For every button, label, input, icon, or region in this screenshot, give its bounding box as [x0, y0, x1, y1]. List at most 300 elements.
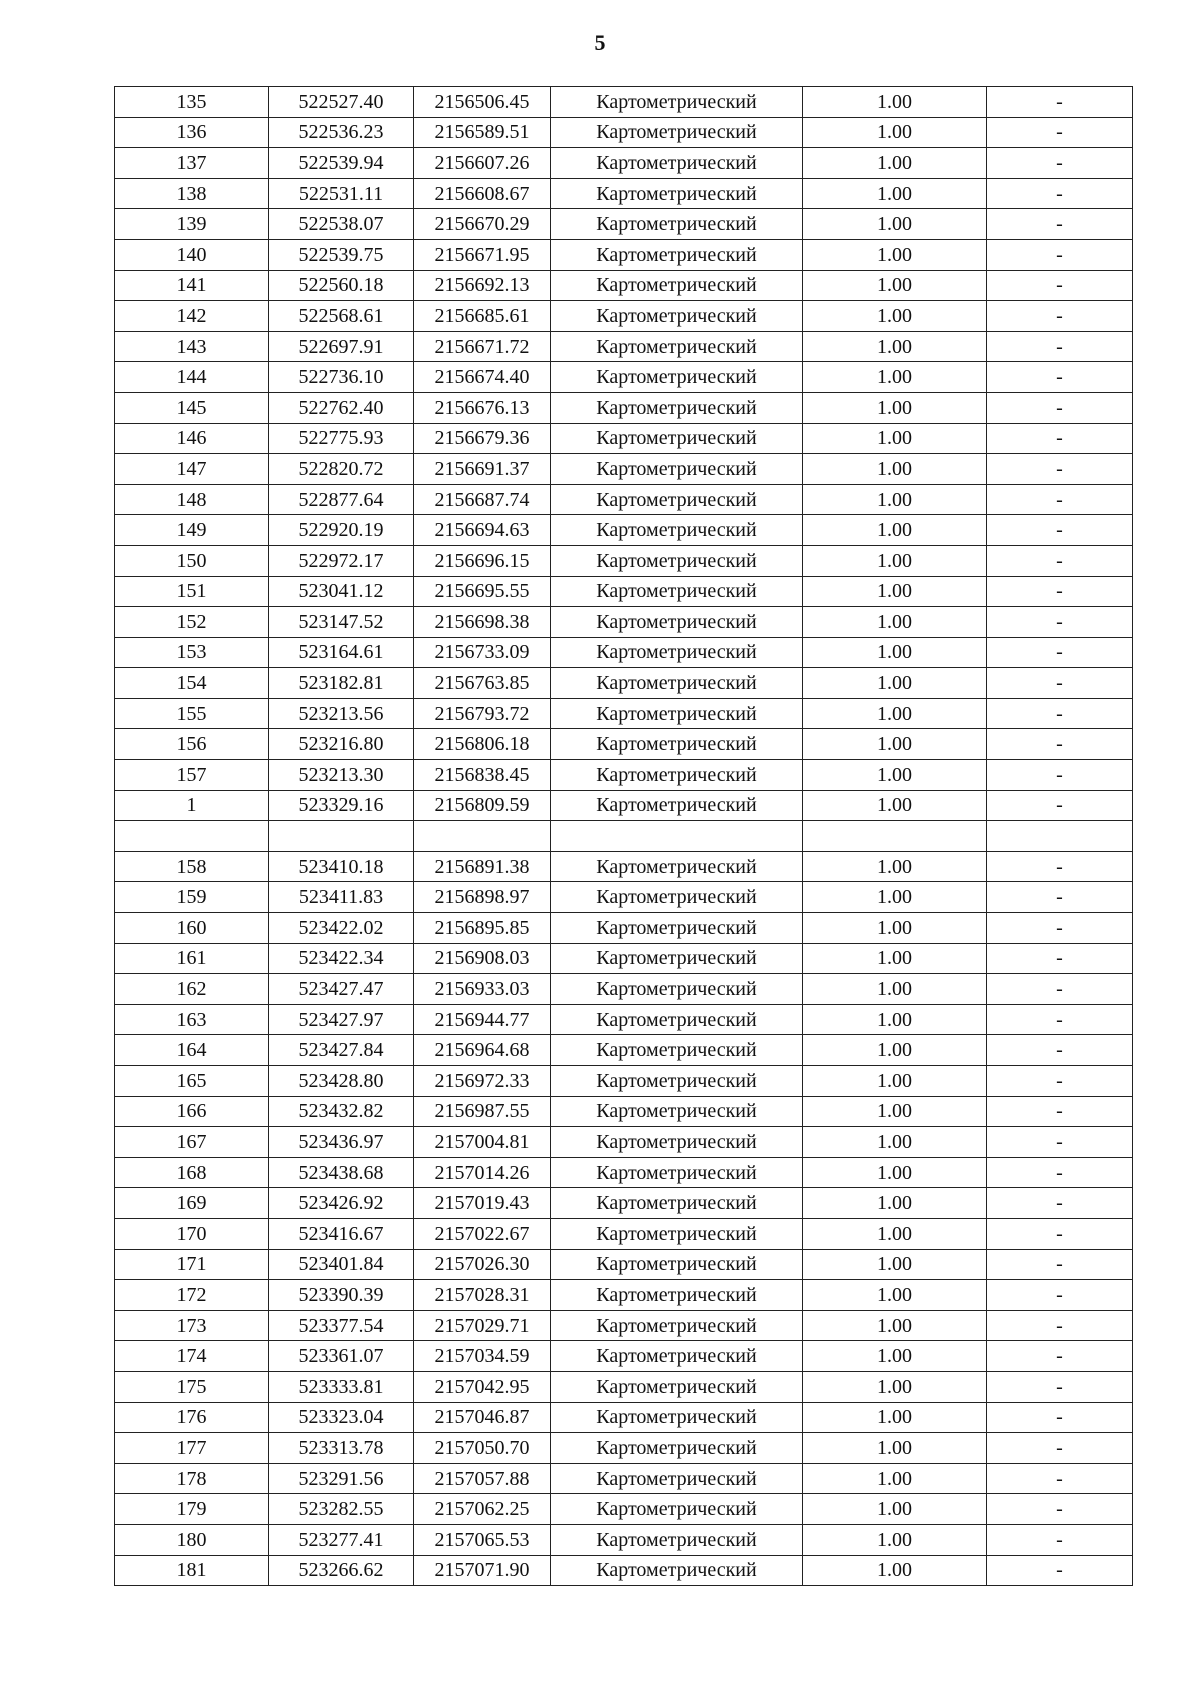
y-coordinate-cell: 2157062.25	[414, 1494, 551, 1525]
y-coordinate-cell: 2156964.68	[414, 1035, 551, 1066]
method-cell: Картометрический	[551, 87, 803, 118]
y-coordinate-cell: 2156793.72	[414, 698, 551, 729]
description-cell: -	[987, 760, 1133, 791]
description-cell: -	[987, 1066, 1133, 1097]
table-row	[115, 1433, 1133, 1464]
accuracy-cell: 1.00	[803, 1004, 987, 1035]
x-coordinate-cell: 523182.81	[269, 668, 414, 699]
table-row	[115, 209, 1133, 240]
point-number-cell: 177	[115, 1433, 269, 1464]
x-coordinate-cell: 522736.10	[269, 362, 414, 393]
x-coordinate-cell: 522697.91	[269, 331, 414, 362]
point-number-cell: 158	[115, 851, 269, 882]
point-number-cell: 171	[115, 1249, 269, 1280]
description-cell: -	[987, 668, 1133, 699]
table-row	[115, 423, 1133, 454]
description-cell: -	[987, 637, 1133, 668]
x-coordinate-cell: 523436.97	[269, 1127, 414, 1158]
y-coordinate-cell: 2157071.90	[414, 1555, 551, 1586]
x-coordinate-cell: 523428.80	[269, 1066, 414, 1097]
y-coordinate-cell	[414, 821, 551, 852]
y-coordinate-cell: 2156694.63	[414, 515, 551, 546]
table-row	[115, 87, 1133, 118]
method-cell: Картометрический	[551, 1157, 803, 1188]
accuracy-cell: 1.00	[803, 423, 987, 454]
method-cell: Картометрический	[551, 423, 803, 454]
description-cell: -	[987, 392, 1133, 423]
point-number-cell: 167	[115, 1127, 269, 1158]
method-cell: Картометрический	[551, 1066, 803, 1097]
point-number-cell: 155	[115, 698, 269, 729]
accuracy-cell: 1.00	[803, 1218, 987, 1249]
accuracy-cell: 1.00	[803, 760, 987, 791]
y-coordinate-cell: 2156692.13	[414, 270, 551, 301]
x-coordinate-cell: 522539.75	[269, 239, 414, 270]
method-cell: Картометрический	[551, 882, 803, 913]
description-cell: -	[987, 1463, 1133, 1494]
x-coordinate-cell: 522568.61	[269, 301, 414, 332]
y-coordinate-cell: 2156676.13	[414, 392, 551, 423]
method-cell: Картометрический	[551, 331, 803, 362]
description-cell: -	[987, 301, 1133, 332]
accuracy-cell: 1.00	[803, 1096, 987, 1127]
point-number-cell: 180	[115, 1524, 269, 1555]
method-cell: Картометрический	[551, 943, 803, 974]
table-row	[115, 882, 1133, 913]
method-cell: Картометрический	[551, 1004, 803, 1035]
x-coordinate-cell: 523041.12	[269, 576, 414, 607]
accuracy-cell: 1.00	[803, 974, 987, 1005]
table-row	[115, 943, 1133, 974]
y-coordinate-cell: 2156670.29	[414, 209, 551, 240]
x-coordinate-cell: 523438.68	[269, 1157, 414, 1188]
method-cell: Картометрический	[551, 698, 803, 729]
x-coordinate-cell: 523277.41	[269, 1524, 414, 1555]
y-coordinate-cell: 2156608.67	[414, 178, 551, 209]
accuracy-cell: 1.00	[803, 331, 987, 362]
table-row	[115, 117, 1133, 148]
method-cell: Картометрический	[551, 545, 803, 576]
y-coordinate-cell: 2157019.43	[414, 1188, 551, 1219]
y-coordinate-cell: 2157034.59	[414, 1341, 551, 1372]
x-coordinate-cell	[269, 821, 414, 852]
point-number-cell: 166	[115, 1096, 269, 1127]
point-number-cell: 163	[115, 1004, 269, 1035]
accuracy-cell: 1.00	[803, 148, 987, 179]
accuracy-cell: 1.00	[803, 698, 987, 729]
method-cell: Картометрический	[551, 1524, 803, 1555]
method-cell: Картометрический	[551, 1218, 803, 1249]
table-row	[115, 1280, 1133, 1311]
description-cell: -	[987, 270, 1133, 301]
method-cell: Картометрический	[551, 515, 803, 546]
point-number-cell: 145	[115, 392, 269, 423]
accuracy-cell: 1.00	[803, 1035, 987, 1066]
description-cell: -	[987, 607, 1133, 638]
description-cell: -	[987, 576, 1133, 607]
point-number-cell: 172	[115, 1280, 269, 1311]
x-coordinate-cell: 523291.56	[269, 1463, 414, 1494]
method-cell: Картометрический	[551, 117, 803, 148]
table-row	[115, 301, 1133, 332]
accuracy-cell: 1.00	[803, 1555, 987, 1586]
table-row	[115, 1035, 1133, 1066]
table-row	[115, 1188, 1133, 1219]
x-coordinate-cell: 523432.82	[269, 1096, 414, 1127]
y-coordinate-cell: 2156895.85	[414, 913, 551, 944]
description-cell: -	[987, 1555, 1133, 1586]
x-coordinate-cell: 522820.72	[269, 454, 414, 485]
method-cell: Картометрический	[551, 576, 803, 607]
y-coordinate-cell: 2156698.38	[414, 607, 551, 638]
table-row	[115, 484, 1133, 515]
y-coordinate-cell: 2156671.95	[414, 239, 551, 270]
table-row	[115, 1341, 1133, 1372]
method-cell: Картометрический	[551, 270, 803, 301]
method-cell: Картометрический	[551, 1371, 803, 1402]
point-number-cell: 141	[115, 270, 269, 301]
table-row	[115, 545, 1133, 576]
accuracy-cell: 1.00	[803, 1341, 987, 1372]
y-coordinate-cell: 2156679.36	[414, 423, 551, 454]
point-number-cell: 139	[115, 209, 269, 240]
point-number-cell: 156	[115, 729, 269, 760]
table-row	[115, 1555, 1133, 1586]
point-number-cell: 174	[115, 1341, 269, 1372]
y-coordinate-cell: 2157004.81	[414, 1127, 551, 1158]
method-cell: Картометрический	[551, 1341, 803, 1372]
method-cell: Картометрический	[551, 1096, 803, 1127]
description-cell: -	[987, 454, 1133, 485]
x-coordinate-cell: 522877.64	[269, 484, 414, 515]
accuracy-cell: 1.00	[803, 301, 987, 332]
point-number-cell: 162	[115, 974, 269, 1005]
description-cell: -	[987, 209, 1133, 240]
point-number-cell: 136	[115, 117, 269, 148]
point-number-cell: 151	[115, 576, 269, 607]
y-coordinate-cell: 2157022.67	[414, 1218, 551, 1249]
accuracy-cell: 1.00	[803, 454, 987, 485]
accuracy-cell: 1.00	[803, 943, 987, 974]
accuracy-cell: 1.00	[803, 545, 987, 576]
point-number-cell: 147	[115, 454, 269, 485]
description-cell: -	[987, 178, 1133, 209]
x-coordinate-cell: 523216.80	[269, 729, 414, 760]
description-cell: -	[987, 1188, 1133, 1219]
description-cell: -	[987, 148, 1133, 179]
x-coordinate-cell: 522920.19	[269, 515, 414, 546]
y-coordinate-cell: 2156691.37	[414, 454, 551, 485]
accuracy-cell: 1.00	[803, 392, 987, 423]
y-coordinate-cell: 2156806.18	[414, 729, 551, 760]
x-coordinate-cell: 523361.07	[269, 1341, 414, 1372]
point-number-cell: 176	[115, 1402, 269, 1433]
accuracy-cell: 1.00	[803, 239, 987, 270]
method-cell: Картометрический	[551, 392, 803, 423]
accuracy-cell	[803, 821, 987, 852]
method-cell: Картометрический	[551, 209, 803, 240]
table-row	[115, 1524, 1133, 1555]
y-coordinate-cell: 2156674.40	[414, 362, 551, 393]
method-cell: Картометрический	[551, 851, 803, 882]
accuracy-cell: 1.00	[803, 1188, 987, 1219]
description-cell: -	[987, 1433, 1133, 1464]
y-coordinate-cell: 2156763.85	[414, 668, 551, 699]
point-number-cell: 170	[115, 1218, 269, 1249]
point-number-cell: 148	[115, 484, 269, 515]
table-row	[115, 974, 1133, 1005]
x-coordinate-cell: 523323.04	[269, 1402, 414, 1433]
method-cell: Картометрический	[551, 1249, 803, 1280]
y-coordinate-cell: 2157050.70	[414, 1433, 551, 1464]
x-coordinate-cell: 523282.55	[269, 1494, 414, 1525]
method-cell	[551, 821, 803, 852]
accuracy-cell: 1.00	[803, 668, 987, 699]
accuracy-cell: 1.00	[803, 1371, 987, 1402]
description-cell: -	[987, 87, 1133, 118]
point-number-cell: 161	[115, 943, 269, 974]
accuracy-cell: 1.00	[803, 882, 987, 913]
x-coordinate-cell: 523427.84	[269, 1035, 414, 1066]
method-cell: Картометрический	[551, 607, 803, 638]
y-coordinate-cell: 2157026.30	[414, 1249, 551, 1280]
x-coordinate-cell: 523416.67	[269, 1218, 414, 1249]
table-row	[115, 1127, 1133, 1158]
description-cell: -	[987, 1371, 1133, 1402]
description-cell: -	[987, 790, 1133, 821]
method-cell: Картометрический	[551, 790, 803, 821]
point-number-cell: 164	[115, 1035, 269, 1066]
accuracy-cell: 1.00	[803, 729, 987, 760]
x-coordinate-cell: 523377.54	[269, 1310, 414, 1341]
point-number-cell: 143	[115, 331, 269, 362]
table-row	[115, 148, 1133, 179]
point-number-cell: 175	[115, 1371, 269, 1402]
point-number-cell: 135	[115, 87, 269, 118]
accuracy-cell: 1.00	[803, 637, 987, 668]
table-row	[115, 1096, 1133, 1127]
accuracy-cell: 1.00	[803, 1310, 987, 1341]
method-cell: Картометрический	[551, 239, 803, 270]
method-cell: Картометрический	[551, 362, 803, 393]
description-cell: -	[987, 1218, 1133, 1249]
description-cell: -	[987, 545, 1133, 576]
accuracy-cell: 1.00	[803, 1066, 987, 1097]
method-cell: Картометрический	[551, 454, 803, 485]
description-cell	[987, 821, 1133, 852]
x-coordinate-cell: 523427.97	[269, 1004, 414, 1035]
point-number-cell: 179	[115, 1494, 269, 1525]
x-coordinate-cell: 522539.94	[269, 148, 414, 179]
method-cell: Картометрический	[551, 729, 803, 760]
x-coordinate-cell: 522972.17	[269, 545, 414, 576]
point-number-cell: 154	[115, 668, 269, 699]
point-number-cell: 138	[115, 178, 269, 209]
table-row	[115, 239, 1133, 270]
point-number-cell: 1	[115, 790, 269, 821]
description-cell: -	[987, 943, 1133, 974]
table-row	[115, 1249, 1133, 1280]
accuracy-cell: 1.00	[803, 576, 987, 607]
accuracy-cell: 1.00	[803, 1127, 987, 1158]
x-coordinate-cell: 522538.07	[269, 209, 414, 240]
accuracy-cell: 1.00	[803, 607, 987, 638]
method-cell: Картометрический	[551, 301, 803, 332]
description-cell: -	[987, 362, 1133, 393]
method-cell: Картометрический	[551, 1494, 803, 1525]
coordinates-table-body	[115, 87, 1133, 1586]
method-cell: Картометрический	[551, 178, 803, 209]
y-coordinate-cell: 2156696.15	[414, 545, 551, 576]
description-cell: -	[987, 882, 1133, 913]
x-coordinate-cell: 523266.62	[269, 1555, 414, 1586]
method-cell: Картометрический	[551, 668, 803, 699]
description-cell: -	[987, 974, 1133, 1005]
table-row	[115, 392, 1133, 423]
y-coordinate-cell: 2157042.95	[414, 1371, 551, 1402]
accuracy-cell: 1.00	[803, 1402, 987, 1433]
description-cell: -	[987, 117, 1133, 148]
table-row	[115, 1004, 1133, 1035]
x-coordinate-cell: 523329.16	[269, 790, 414, 821]
accuracy-cell: 1.00	[803, 209, 987, 240]
point-number-cell: 140	[115, 239, 269, 270]
description-cell: -	[987, 484, 1133, 515]
y-coordinate-cell: 2156589.51	[414, 117, 551, 148]
table-row	[115, 668, 1133, 699]
method-cell: Картометрический	[551, 1280, 803, 1311]
y-coordinate-cell: 2156687.74	[414, 484, 551, 515]
point-number-cell	[115, 821, 269, 852]
table-row	[115, 1371, 1133, 1402]
x-coordinate-cell: 523147.52	[269, 607, 414, 638]
x-coordinate-cell: 523164.61	[269, 637, 414, 668]
point-number-cell: 157	[115, 760, 269, 791]
x-coordinate-cell: 523411.83	[269, 882, 414, 913]
point-number-cell: 152	[115, 607, 269, 638]
accuracy-cell: 1.00	[803, 270, 987, 301]
accuracy-cell: 1.00	[803, 1249, 987, 1280]
accuracy-cell: 1.00	[803, 178, 987, 209]
point-number-cell: 149	[115, 515, 269, 546]
x-coordinate-cell: 522531.11	[269, 178, 414, 209]
method-cell: Картометрический	[551, 1127, 803, 1158]
y-coordinate-cell: 2157057.88	[414, 1463, 551, 1494]
description-cell: -	[987, 729, 1133, 760]
method-cell: Картометрический	[551, 760, 803, 791]
y-coordinate-cell: 2157029.71	[414, 1310, 551, 1341]
x-coordinate-cell: 523313.78	[269, 1433, 414, 1464]
y-coordinate-cell: 2156506.45	[414, 87, 551, 118]
description-cell: -	[987, 1249, 1133, 1280]
table-row	[115, 1066, 1133, 1097]
accuracy-cell: 1.00	[803, 913, 987, 944]
description-cell: -	[987, 423, 1133, 454]
method-cell: Картометрический	[551, 1035, 803, 1066]
method-cell: Картометрический	[551, 484, 803, 515]
y-coordinate-cell: 2157014.26	[414, 1157, 551, 1188]
x-coordinate-cell: 523422.34	[269, 943, 414, 974]
table-row	[115, 1494, 1133, 1525]
y-coordinate-cell: 2156972.33	[414, 1066, 551, 1097]
point-number-cell: 160	[115, 913, 269, 944]
method-cell: Картометрический	[551, 974, 803, 1005]
method-cell: Картометрический	[551, 637, 803, 668]
y-coordinate-cell: 2156944.77	[414, 1004, 551, 1035]
table-row	[115, 331, 1133, 362]
y-coordinate-cell: 2156695.55	[414, 576, 551, 607]
method-cell: Картометрический	[551, 148, 803, 179]
coordinates-table	[114, 86, 1133, 1586]
y-coordinate-cell: 2157065.53	[414, 1524, 551, 1555]
table-row	[115, 729, 1133, 760]
table-row	[115, 851, 1133, 882]
point-number-cell: 137	[115, 148, 269, 179]
method-cell: Картометрический	[551, 1188, 803, 1219]
point-number-cell: 169	[115, 1188, 269, 1219]
point-number-cell: 142	[115, 301, 269, 332]
description-cell: -	[987, 515, 1133, 546]
y-coordinate-cell: 2156933.03	[414, 974, 551, 1005]
table-row	[115, 454, 1133, 485]
table-row	[115, 576, 1133, 607]
accuracy-cell: 1.00	[803, 484, 987, 515]
table-row	[115, 362, 1133, 393]
accuracy-cell: 1.00	[803, 362, 987, 393]
point-number-cell: 144	[115, 362, 269, 393]
accuracy-cell: 1.00	[803, 515, 987, 546]
accuracy-cell: 1.00	[803, 1433, 987, 1464]
x-coordinate-cell: 523213.56	[269, 698, 414, 729]
description-cell: -	[987, 331, 1133, 362]
table-row	[115, 178, 1133, 209]
description-cell: -	[987, 851, 1133, 882]
table-row	[115, 270, 1133, 301]
description-cell: -	[987, 239, 1133, 270]
accuracy-cell: 1.00	[803, 790, 987, 821]
method-cell: Картометрический	[551, 1463, 803, 1494]
table-row	[115, 1310, 1133, 1341]
description-cell: -	[987, 1096, 1133, 1127]
x-coordinate-cell: 523333.81	[269, 1371, 414, 1402]
table-row	[115, 1157, 1133, 1188]
point-number-cell: 165	[115, 1066, 269, 1097]
description-cell: -	[987, 1310, 1133, 1341]
y-coordinate-cell: 2156838.45	[414, 760, 551, 791]
description-cell: -	[987, 1127, 1133, 1158]
method-cell: Картометрический	[551, 1402, 803, 1433]
accuracy-cell: 1.00	[803, 851, 987, 882]
point-number-cell: 153	[115, 637, 269, 668]
table-row	[115, 637, 1133, 668]
description-cell: -	[987, 1494, 1133, 1525]
y-coordinate-cell: 2156809.59	[414, 790, 551, 821]
accuracy-cell: 1.00	[803, 1463, 987, 1494]
point-number-cell: 159	[115, 882, 269, 913]
description-cell: -	[987, 698, 1133, 729]
x-coordinate-cell: 522762.40	[269, 392, 414, 423]
description-cell: -	[987, 1341, 1133, 1372]
point-number-cell: 178	[115, 1463, 269, 1494]
description-cell: -	[987, 913, 1133, 944]
table-row	[115, 760, 1133, 791]
x-coordinate-cell: 523401.84	[269, 1249, 414, 1280]
point-number-cell: 181	[115, 1555, 269, 1586]
point-number-cell: 168	[115, 1157, 269, 1188]
y-coordinate-cell: 2156733.09	[414, 637, 551, 668]
table-row	[115, 821, 1133, 852]
x-coordinate-cell: 522775.93	[269, 423, 414, 454]
